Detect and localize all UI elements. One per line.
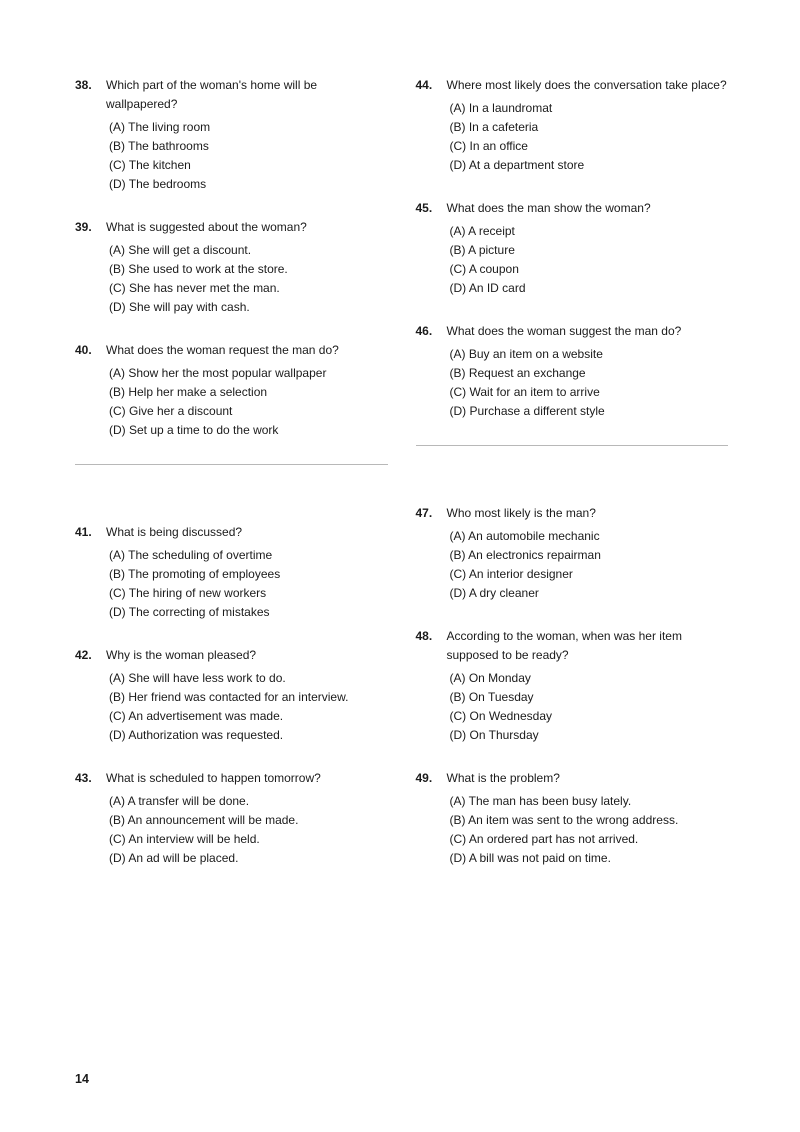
answer-option: (C) In an office — [449, 139, 528, 153]
answer-option: (B) Help her make a selection — [109, 385, 268, 399]
question-head — [416, 199, 729, 218]
question-group — [75, 523, 388, 868]
answer-option: (D) Set up a time to do the work — [109, 423, 279, 437]
answer-option: (D) Authorization was requested. — [109, 728, 284, 742]
question-text: Who most likely is the man? — [446, 506, 596, 520]
answer-option: (A) She will get a discount. — [109, 243, 252, 257]
question-text: What is the problem? — [446, 771, 560, 785]
answer-option: (D) She will pay with cash. — [109, 300, 250, 314]
question-block — [416, 769, 729, 868]
answer-option: (A) A receipt — [449, 224, 515, 238]
answer-option: (D) The bedrooms — [109, 177, 207, 191]
question-text: What does the man show the woman? — [446, 201, 651, 215]
question-block — [416, 199, 729, 298]
question-group — [416, 504, 729, 868]
answer-option: (B) In a cafeteria — [449, 120, 539, 134]
question-block — [416, 322, 729, 421]
answer-option: (B) On Tuesday — [449, 690, 534, 704]
question-text: What is suggested about the woman? — [106, 220, 307, 234]
question-text: Which part of the woman's home will be wallpapered? — [106, 78, 318, 111]
answer-option: (C) The hiring of new workers — [109, 586, 267, 600]
page-number: 14 — [75, 1072, 89, 1086]
answer-option: (B) An item was sent to the wrong address. — [449, 813, 679, 827]
question-text: What does the woman request the man do? — [106, 343, 339, 357]
answer-option: (D) A dry cleaner — [449, 586, 539, 600]
answer-option: (B) Request an exchange — [449, 366, 586, 380]
answer-option: (B) She used to work at the store. — [109, 262, 288, 276]
answer-option: (D) A bill was not paid on time. — [449, 851, 611, 865]
question-number: 38. — [75, 78, 92, 92]
answer-option: (D) Purchase a different style — [449, 404, 605, 418]
question-block — [416, 627, 729, 745]
question-number: 41. — [75, 525, 92, 539]
options-list — [450, 99, 729, 175]
answer-option: (C) The kitchen — [109, 158, 191, 172]
answer-option: (B) Her friend was contacted for an interview. — [109, 690, 349, 704]
section-divider — [75, 464, 388, 465]
question-text: What is being discussed? — [106, 525, 243, 539]
answer-option: (C) An ordered part has not arrived. — [449, 832, 639, 846]
answer-option: (D) The correcting of mistakes — [109, 605, 270, 619]
section-divider — [416, 445, 729, 446]
question-head — [75, 76, 388, 114]
question-head — [75, 218, 388, 237]
question-block — [75, 218, 388, 317]
options-list — [450, 527, 729, 603]
question-number: 40. — [75, 343, 92, 357]
answer-option: (B) The bathrooms — [109, 139, 209, 153]
question-number: 43. — [75, 771, 92, 785]
options-list — [109, 241, 388, 317]
answer-option: (A) She will have less work to do. — [109, 671, 286, 685]
options-list — [450, 792, 729, 868]
answer-option: (C) On Wednesday — [449, 709, 552, 723]
question-text: What is scheduled to happen tomorrow? — [106, 771, 321, 785]
question-text: Where most likely does the conversation take place? — [446, 78, 727, 92]
answer-option: (A) An automobile mechanic — [449, 529, 600, 543]
options-list — [450, 222, 729, 298]
question-number: 48. — [415, 629, 433, 643]
question-head — [416, 76, 729, 95]
options-list — [109, 546, 388, 622]
answer-option: (D) On Thursday — [449, 728, 539, 742]
question-head — [75, 769, 388, 788]
answer-option: (C) An interview will be held. — [109, 832, 260, 846]
answer-option: (A) Buy an item on a website — [449, 347, 603, 361]
question-text: According to the woman, when was her item supposed to be ready? — [446, 629, 682, 662]
answer-option: (B) The promoting of employees — [109, 567, 281, 581]
question-number: 49. — [415, 771, 433, 785]
question-column-left — [75, 76, 388, 892]
answer-option: (C) She has never met the man. — [109, 281, 280, 295]
question-block — [416, 76, 729, 175]
question-head — [416, 769, 729, 788]
question-head — [75, 646, 388, 665]
question-number: 44. — [415, 78, 433, 92]
question-text: What does the woman suggest the man do? — [446, 324, 682, 338]
options-list — [109, 669, 388, 745]
answer-option: (A) The scheduling of overtime — [109, 548, 273, 562]
answer-option: (C) Give her a discount — [109, 404, 233, 418]
question-number: 47. — [415, 506, 433, 520]
answer-option: (C) A coupon — [449, 262, 519, 276]
options-list — [109, 792, 388, 868]
answer-option: (C) Wait for an item to arrive — [449, 385, 600, 399]
options-list — [450, 345, 729, 421]
question-head — [75, 523, 388, 542]
answer-option: (C) An interior designer — [449, 567, 573, 581]
question-head — [416, 322, 729, 341]
question-head — [75, 341, 388, 360]
answer-option: (D) At a department store — [449, 158, 585, 172]
answer-option: (D) An ad will be placed. — [109, 851, 239, 865]
answer-option: (B) An electronics repairman — [449, 548, 601, 562]
answer-option: (A) The living room — [109, 120, 211, 134]
options-list — [109, 118, 388, 194]
question-head — [416, 504, 729, 523]
answer-option: (D) An ID card — [449, 281, 526, 295]
answer-option: (B) A picture — [449, 243, 515, 257]
answer-option: (A) On Monday — [449, 671, 531, 685]
question-head — [416, 627, 729, 665]
answer-option: (A) In a laundromat — [449, 101, 553, 115]
answer-option: (B) An announcement will be made. — [109, 813, 299, 827]
question-block — [75, 646, 388, 745]
answer-option: (C) An advertisement was made. — [109, 709, 284, 723]
question-group — [416, 76, 729, 421]
question-number: 39. — [75, 220, 92, 234]
question-column-right — [416, 76, 729, 892]
question-number: 42. — [75, 648, 92, 662]
answer-option: (A) Show her the most popular wallpaper — [109, 366, 327, 380]
options-list — [450, 669, 729, 745]
question-block — [75, 769, 388, 868]
options-list — [109, 364, 388, 440]
answer-option: (A) The man has been busy lately. — [449, 794, 632, 808]
question-group — [75, 76, 388, 440]
question-text: Why is the woman pleased? — [106, 648, 257, 662]
answer-option: (A) A transfer will be done. — [109, 794, 250, 808]
question-block — [75, 76, 388, 194]
question-block — [75, 341, 388, 440]
question-number: 46. — [415, 324, 433, 338]
question-block — [416, 504, 729, 603]
question-number: 45. — [415, 201, 433, 215]
question-block — [75, 523, 388, 622]
